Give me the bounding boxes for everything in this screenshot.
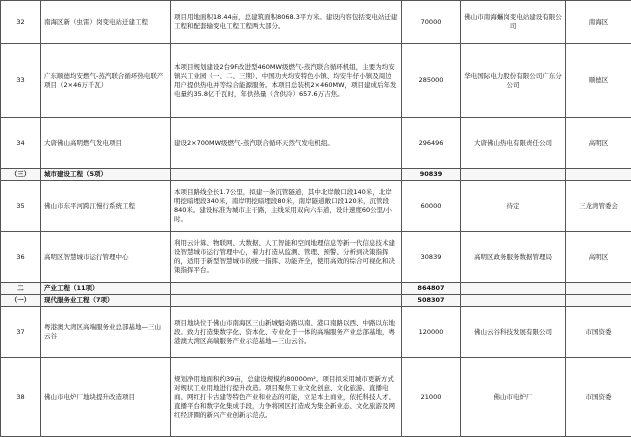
row-number-cell: 36	[1, 232, 41, 283]
owner-unit-cell: 佛山市电炉厂	[461, 358, 566, 437]
district-cell	[566, 283, 631, 295]
investment-amount-cell: 864807	[402, 283, 461, 295]
project-name-cell: 产业工程（11项）	[41, 283, 171, 295]
table-row	[1, 232, 631, 283]
district-cell: 高明区	[566, 118, 631, 169]
project-name-cell: 高明区智慧城市运行管理中心	[41, 232, 171, 283]
investment-amount-cell: 120000	[402, 307, 461, 358]
row-number-cell: 二	[1, 283, 41, 295]
row-number-cell: （三）	[1, 169, 41, 181]
owner-unit-cell	[461, 169, 566, 181]
owner-unit-cell	[461, 295, 566, 307]
investment-amount-cell: 70000	[402, 1, 461, 44]
district-cell	[566, 295, 631, 307]
project-name-cell: 现代服务业工程（7项）	[41, 295, 171, 307]
project-description-cell: 利用云计算、物联网、大数据、人工智能和空间地理信息等新一代信息技术建设智慧城市运行管理中心，着力打造从监测、管理、预警、分析到决策指挥的，适用于新型智慧城市的统一指挥、功能齐全，使用高效的综合可视化和决策指挥平台。	[171, 232, 402, 283]
table-row	[1, 307, 631, 358]
project-description-cell	[171, 283, 402, 295]
row-number-cell: 37	[1, 307, 41, 358]
section-row	[1, 295, 631, 307]
project-description-cell: 本项目规划建设2台9F改进型460MW级燃气-蒸汽联合循环机组，主要为均安镇兴工业园（一、二、三期）、中国功夫均安特色小镇、均安牛仔小镇及周边用户提供热电并等综合能源服务。本项目总装机2×460MW，项目建成后年发电量约35.8亿千瓦时，年供热量（含供冷）657.6万吉焦。	[171, 44, 402, 118]
row-number-cell: （一）	[1, 295, 41, 307]
row-number-cell: 34	[1, 118, 41, 169]
project-description-cell: 规划净用地面积约39亩，总建设规模约80000m²。项目拟采用城市更新方式对规状工业用地进行提升改造。项目聚焦工业文化创意、文化旅游、直播电商、网红打卡古建等特色产业和业态的可能，立足本土商业，依托科技人才、直播平台和数字化集成手段，力争将园区打造成为集全新业态、文化旅游及网红经济圈的新兴产业创新示范点。	[171, 358, 402, 437]
project-name-cell: 城市建设工程（5项）	[41, 169, 171, 181]
district-cell: 南海区	[566, 1, 631, 44]
project-name-cell: 佛山市东平河跨江慢行系统工程	[41, 181, 171, 232]
owner-unit-cell: 佛山市南海蠵岗变电站建设有限公司	[461, 1, 566, 44]
owner-unit-cell: 待定	[461, 181, 566, 232]
investment-amount-cell: 508307	[402, 295, 461, 307]
investment-amount-cell: 21000	[402, 358, 461, 437]
row-number-cell: 32	[1, 1, 41, 44]
project-name-cell: 大唐佛山高明燃气发电项目	[41, 118, 171, 169]
table-row	[1, 118, 631, 169]
project-description-cell	[171, 169, 402, 181]
district-cell: 高明区	[566, 232, 631, 283]
table-row	[1, 181, 631, 232]
project-description-cell: 建设2×700MW级燃气-蒸汽联合循环天然气发电机组。	[171, 118, 402, 169]
investment-amount-cell: 60000	[402, 181, 461, 232]
row-number-cell: 35	[1, 181, 41, 232]
section-row	[1, 169, 631, 181]
table-row	[1, 1, 631, 44]
district-cell: 三龙湾管委会	[566, 181, 631, 232]
owner-unit-cell: 高明区政务服务数据管理局	[461, 232, 566, 283]
investment-amount-cell: 90839	[402, 169, 461, 181]
project-description-cell: 本项目路线全长1.7公里，拟建一条沉管隧道，其中北岸敞口段140米，北岸明挖暗埋段340米，南岸明挖暗埋段80米，南岸隧道敞口段120米，沉管段840米。建设标准为城市主干路，主线采用双向六车道，设计速度60公里/小时。	[171, 181, 402, 232]
project-name-cell: 粤港澳大湾区高端服务业总部基地—三山云谷	[41, 307, 171, 358]
investment-amount-cell: 30839	[402, 232, 461, 283]
project-name-cell: 南海区新（虫雷）岗变电站迁建工程	[41, 1, 171, 44]
investment-amount-cell: 285000	[402, 44, 461, 118]
investment-amount-cell: 296496	[402, 118, 461, 169]
owner-unit-cell: 华电国际电力股份有限公司广东分公司	[461, 44, 566, 118]
project-description-cell: 项目地块位于佛山市南海区三山新城魁奇路以南、港口南路以西、中路以东地段。致力打造集数字化、资本化、专业化于一体的高端服务产业总部基地，粤港澳大湾区高端服务产业示范基地—三山云谷。	[171, 307, 402, 358]
district-cell: 市国资委	[566, 358, 631, 437]
table-row	[1, 44, 631, 118]
row-number-cell: 38	[1, 358, 41, 437]
district-cell	[566, 169, 631, 181]
project-description-cell	[171, 295, 402, 307]
owner-unit-cell: 大唐佛山热电有限责任公司	[461, 118, 566, 169]
district-cell: 顺德区	[566, 44, 631, 118]
project-name-cell: 佛山市电炉厂地块提升改造项目	[41, 358, 171, 437]
project-name-cell: 广东顺德均安燃气-蒸汽联合循环热电联产项目（2×46万千瓦）	[41, 44, 171, 118]
owner-unit-cell	[461, 283, 566, 295]
section-row	[1, 283, 631, 295]
row-number-cell: 33	[1, 44, 41, 118]
owner-unit-cell: 佛山云谷科技发展有限公司	[461, 307, 566, 358]
district-cell: 市国资委	[566, 307, 631, 358]
project-description-cell: 项目用地面积18.44亩，总建筑面积8068.3平方米。建设内容包括变电站迁建工程和配套输变电工程工程两大部分。	[171, 1, 402, 44]
table-row	[1, 358, 631, 437]
